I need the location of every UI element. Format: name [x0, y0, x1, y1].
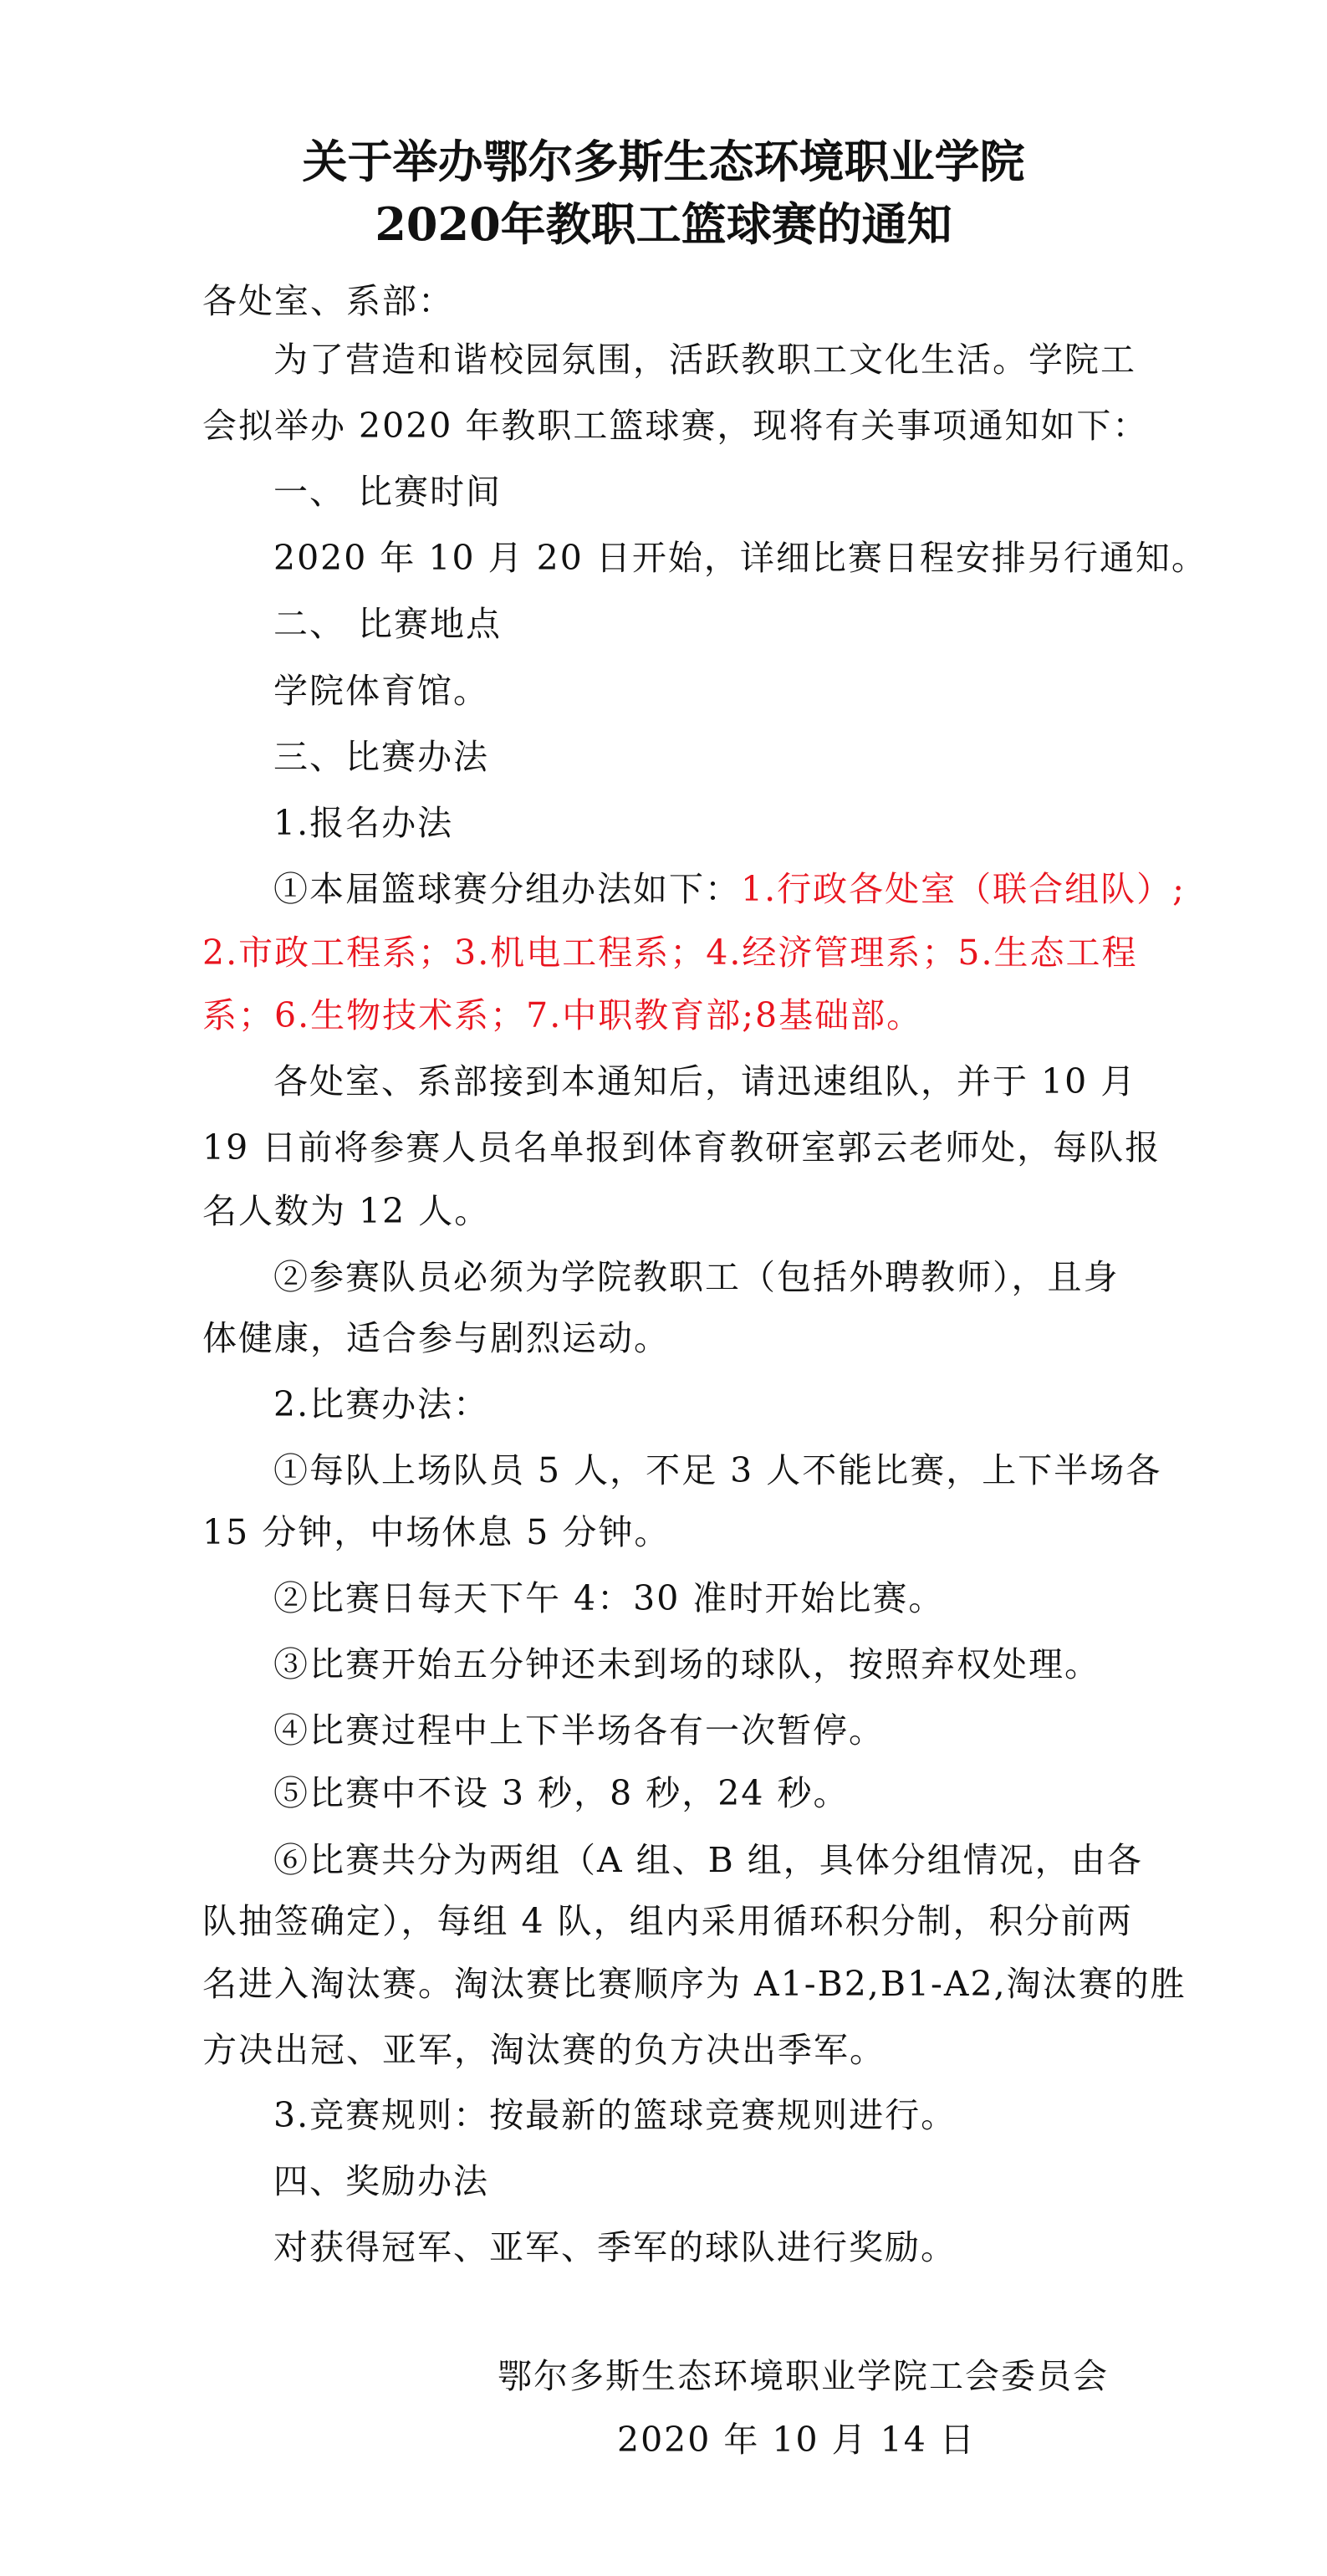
registration-subheading: 1.报名办法	[273, 803, 454, 843]
intro-line-2: 会拟举办 2020 年教职工篮球赛，现将有关事项通知如下：	[202, 406, 1149, 446]
signature-org: 鄂尔多斯生态环境职业学院工会委员会	[498, 2356, 1109, 2396]
section4-heading: 四、奖励办法	[273, 2161, 489, 2201]
salutation: 各处室、系部：	[202, 281, 454, 321]
registration-line-1: 各处室、系部接到本通知后，请迅速组队，并于 10 月	[273, 1061, 1137, 1101]
intro-line-1: 为了营造和谐校园氛围，活跃教职工文化生活。学院工	[273, 340, 1136, 380]
title-line-1: 关于举办鄂尔多斯生态环境职业学院	[302, 135, 1025, 188]
eligibility-line-1: ②参赛队员必须为学院教职工（包括外聘教师），且身	[273, 1257, 1120, 1297]
rule5: ⑤比赛中不设 3 秒，8 秒，24 秒。	[273, 1773, 850, 1813]
rule6-line-1: ⑥比赛共分为两组（A 组、B 组，具体分组情况，由各	[273, 1840, 1143, 1880]
rule6-line-2: 队抽签确定），每组 4 队，组内采用循环积分制，积分前两	[202, 1901, 1133, 1941]
team-list-1: 1.行政各处室（联合组队）;	[741, 869, 1186, 909]
eligibility-line-2: 体健康，适合参与剧烈运动。	[202, 1318, 670, 1358]
rule1-line-1: ①每队上场队员 5 人，不足 3 人不能比赛，上下半场各	[273, 1450, 1162, 1490]
rules-subheading: 3.竞赛规则：按最新的篮球竞赛规则进行。	[273, 2095, 957, 2135]
rule3: ③比赛开始五分钟还未到场的球队，按照弃权处理。	[273, 1644, 1100, 1684]
section1-text: 2020 年 10 月 20 日开始，详细比赛日程安排另行通知。	[273, 538, 1207, 578]
team-list-2: 2.市政工程系；3.机电工程系；4.经济管理系；5.生态工程	[202, 933, 1138, 973]
section4-text: 对获得冠军、亚军、季军的球队进行奖励。	[273, 2227, 957, 2267]
section2-heading: 二、 比赛地点	[273, 604, 503, 644]
rule2: ②比赛日每天下午 4：30 准时开始比赛。	[273, 1578, 945, 1618]
rule1-line-2: 15 分钟，中场休息 5 分钟。	[202, 1512, 671, 1552]
rule4: ④比赛过程中上下半场各有一次暂停。	[273, 1710, 885, 1751]
section2-text: 学院体育馆。	[273, 671, 489, 711]
title-line-2: 2020年教职工篮球赛的通知	[375, 197, 952, 251]
rule6-line-4: 方决出冠、亚军，淘汰赛的负方决出季军。	[202, 2030, 886, 2070]
signature-date: 2020 年 10 月 14 日	[617, 2420, 976, 2460]
grouping-prefix: ①本届篮球赛分组办法如下：	[273, 869, 741, 909]
team-list-3: 系；6.生物技术系；7.中职教育部;8基础部。	[202, 995, 923, 1035]
grouping-line-1	[273, 868, 1186, 910]
rule6-line-3: 名进入淘汰赛。淘汰赛比赛顺序为 A1-B2,B1-A2,淘汰赛的胜	[202, 1964, 1187, 2004]
registration-line-2: 19 日前将参赛人员名单报到体育教研室郭云老师处，每队报	[202, 1127, 1161, 1168]
section1-heading: 一、 比赛时间	[273, 472, 503, 512]
section3-heading: 三、比赛办法	[273, 737, 489, 777]
competition-subheading: 2.比赛办法：	[273, 1384, 490, 1424]
registration-line-3: 名人数为 12 人。	[202, 1191, 491, 1231]
